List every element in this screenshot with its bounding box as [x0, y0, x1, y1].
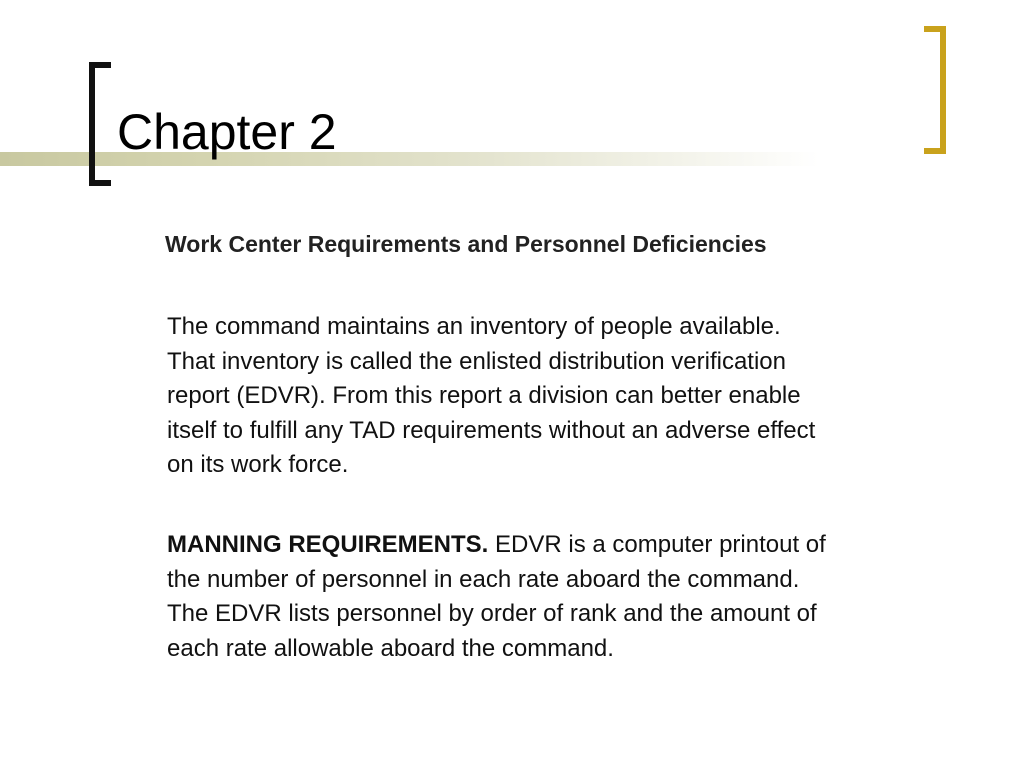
paragraph-line: The EDVR lists personnel by order of rank and the amount of	[167, 600, 817, 627]
paragraph-line: on its work force.	[167, 451, 349, 478]
slide-title: Chapter 2	[117, 104, 337, 160]
left-bracket-ornament	[89, 62, 111, 186]
paragraph-line: each rate allowable aboard the command.	[167, 634, 614, 662]
paragraph-line: That inventory is called the enlisted distribution verification	[167, 347, 786, 375]
right-bracket-ornament	[924, 26, 946, 154]
manning-requirements-lead: MANNING REQUIREMENTS.	[167, 531, 489, 558]
slide-subtitle: Work Center Requirements and Personnel Deficiencies	[165, 231, 767, 257]
paragraph-line: the number of personnel in each rate aboard the command.	[167, 565, 800, 593]
paragraph-first-line	[167, 528, 967, 563]
body-paragraph-inventory	[167, 310, 967, 483]
paragraph-line: The command maintains an inventory of people available.	[167, 313, 781, 340]
body-paragraph-manning	[167, 528, 967, 666]
paragraph-line: report (EDVR). From this report a division can better enable	[167, 382, 801, 409]
paragraph-line-rest: EDVR is a computer printout of	[488, 531, 826, 558]
paragraph-line: itself to fulfill any TAD requirements without an adverse effect	[167, 416, 816, 444]
